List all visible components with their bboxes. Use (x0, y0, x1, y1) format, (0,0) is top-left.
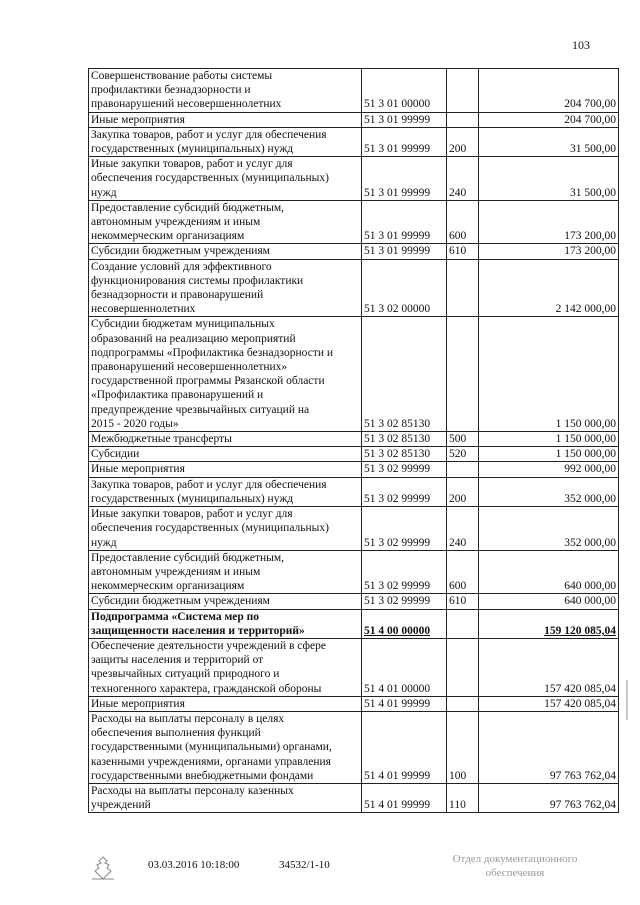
row-amount-cell: 352 000,00 (479, 477, 619, 506)
row-expense-type-cell: 110 (447, 783, 479, 812)
row-expense-type-cell: 200 (447, 477, 479, 506)
row-name-cell: Субсидии бюджетным учреждениям (89, 244, 362, 259)
footer-doc-number: 34532/1-10 (279, 859, 330, 871)
row-amount-cell: 1 150 000,00 (479, 317, 619, 432)
row-amount-cell: 31 500,00 (479, 127, 619, 156)
row-name-cell: Расходы на выплаты персоналу казенных учреждений (89, 783, 362, 812)
row-amount-cell: 204 700,00 (479, 69, 619, 113)
row-expense-type-cell: 600 (447, 200, 479, 244)
row-amount-cell: 157 420 085,04 (479, 696, 619, 711)
page-number: 103 (572, 38, 590, 52)
row-code-cell: 51 4 01 99999 (362, 696, 447, 711)
row-amount-cell: 2 142 000,00 (479, 259, 619, 317)
row-name-cell: Иные закупки товаров, работ и услуг для обеспечения государственных (муниципальных) нужд (89, 157, 362, 201)
row-expense-type-cell: 610 (447, 594, 479, 609)
row-expense-type-cell (447, 112, 479, 127)
row-code-cell: 51 3 01 99999 (362, 112, 447, 127)
row-name-cell: Межбюджетные трансферты (89, 432, 362, 447)
scan-margin-mark (626, 680, 628, 720)
table-row (89, 112, 619, 127)
row-expense-type-cell (447, 69, 479, 113)
row-name-cell: Предоставление субсидий бюджетным, автономным учреждениям и иным некоммерческим организациям (89, 200, 362, 244)
row-amount-cell: 31 500,00 (479, 157, 619, 201)
row-code-cell: 51 3 02 85130 (362, 432, 447, 447)
row-expense-type-cell: 200 (447, 127, 479, 156)
row-amount-cell: 992 000,00 (479, 462, 619, 477)
row-code-cell: 51 4 00 00000 (362, 609, 447, 638)
row-expense-type-cell: 500 (447, 432, 479, 447)
table-row (89, 432, 619, 447)
table-row (89, 69, 619, 113)
row-expense-type-cell (447, 462, 479, 477)
table-row (89, 477, 619, 506)
row-name-cell: Предоставление субсидий бюджетным, автономным учреждениям и иным некоммерческим организациям (89, 550, 362, 594)
row-amount-cell: 157 420 085,04 (479, 638, 619, 696)
row-name-cell: Обеспечение деятельности учреждений в сфере защиты населения и территорий от чрезвычайных ситуаций природного и техногенного характера, гражданской обороны (89, 638, 362, 696)
row-code-cell: 51 3 02 99999 (362, 594, 447, 609)
row-amount-cell: 1 150 000,00 (479, 447, 619, 462)
row-expense-type-cell: 240 (447, 507, 479, 551)
row-code-cell: 51 4 01 99999 (362, 783, 447, 812)
row-amount-cell: 204 700,00 (479, 112, 619, 127)
row-code-cell: 51 3 02 99999 (362, 550, 447, 594)
table-row (89, 550, 619, 594)
row-amount-cell: 352 000,00 (479, 507, 619, 551)
row-name-cell: Иные мероприятия (89, 112, 362, 127)
table-row (89, 127, 619, 156)
row-code-cell: 51 3 01 99999 (362, 127, 447, 156)
table-row (89, 200, 619, 244)
row-expense-type-cell: 610 (447, 244, 479, 259)
row-code-cell: 51 3 01 99999 (362, 244, 447, 259)
row-name-cell: Закупка товаров, работ и услуг для обеспечения государственных (муниципальных) нужд (89, 477, 362, 506)
budget-table (88, 68, 619, 813)
row-name-cell: Иные мероприятия (89, 462, 362, 477)
row-code-cell: 51 3 02 99999 (362, 462, 447, 477)
row-expense-type-cell (447, 609, 479, 638)
row-expense-type-cell (447, 259, 479, 317)
table-row (89, 594, 619, 609)
row-name-cell: Субсидии бюджетам муниципальных образований на реализацию мероприятий подпрограммы «Профилактика безнадзорности и правонарушений несовершеннолетних» государственной программы Рязанской области «Профилактика правонарушений и предупреждение чрезвычайных ситуаций на 2015 - 2020 годы» (89, 317, 362, 432)
row-code-cell: 51 3 02 85130 (362, 447, 447, 462)
table-body (89, 69, 619, 813)
row-name-cell: Иные мероприятия (89, 696, 362, 711)
row-amount-cell: 173 200,00 (479, 200, 619, 244)
table-row (89, 157, 619, 201)
footer-department-stamp: Отдел документационного обеспечения (452, 853, 578, 879)
row-expense-type-cell: 600 (447, 550, 479, 594)
row-name-cell: Субсидии бюджетным учреждениям (89, 594, 362, 609)
row-code-cell: 51 3 01 00000 (362, 69, 447, 113)
row-code-cell: 51 3 02 00000 (362, 259, 447, 317)
table-row (89, 507, 619, 551)
row-name-cell: Совершенствование работы системы профилактики безнадзорности и правонарушений несовершеннолетних (89, 69, 362, 113)
row-code-cell: 51 3 02 99999 (362, 477, 447, 506)
row-code-cell: 51 3 02 99999 (362, 507, 447, 551)
table-row (89, 638, 619, 696)
row-amount-cell: 97 763 762,04 (479, 783, 619, 812)
row-name-cell: Субсидии (89, 447, 362, 462)
row-code-cell: 51 4 01 00000 (362, 638, 447, 696)
table-row (89, 447, 619, 462)
row-name-cell: Создание условий для эффективного функционирования системы профилактики безнадзорности и правонарушений несовершеннолетних (89, 259, 362, 317)
row-amount-cell: 173 200,00 (479, 244, 619, 259)
row-name-cell: Закупка товаров, работ и услуг для обеспечения государственных (муниципальных) нужд (89, 127, 362, 156)
row-name-cell: Подпрограмма «Система мер по защищенности населения и территорий» (89, 609, 362, 638)
table-row (89, 711, 619, 783)
row-name-cell: Расходы на выплаты персоналу в целях обеспечения выполнения функций государственными (муниципальными) органами, казенными учреждениями, органами управления государственными внебюджетными фондами (89, 711, 362, 783)
row-expense-type-cell (447, 317, 479, 432)
table-row (89, 259, 619, 317)
footer-datetime: 03.03.2016 10:18:00 (148, 859, 240, 871)
emblem-stamp-icon (88, 855, 118, 881)
row-code-cell: 51 3 01 99999 (362, 157, 447, 201)
row-code-cell: 51 3 01 99999 (362, 200, 447, 244)
table-row (89, 244, 619, 259)
row-amount-cell: 640 000,00 (479, 550, 619, 594)
table-row (89, 609, 619, 638)
table-row (89, 317, 619, 432)
row-name-cell: Иные закупки товаров, работ и услуг для обеспечения государственных (муниципальных) нужд (89, 507, 362, 551)
row-expense-type-cell (447, 638, 479, 696)
row-code-cell: 51 3 02 85130 (362, 317, 447, 432)
row-expense-type-cell (447, 696, 479, 711)
table-row (89, 783, 619, 812)
row-amount-cell: 640 000,00 (479, 594, 619, 609)
table-row (89, 462, 619, 477)
row-expense-type-cell: 100 (447, 711, 479, 783)
row-amount-cell: 1 150 000,00 (479, 432, 619, 447)
table-row (89, 696, 619, 711)
row-amount-cell: 97 763 762,04 (479, 711, 619, 783)
row-expense-type-cell: 240 (447, 157, 479, 201)
row-code-cell: 51 4 01 99999 (362, 711, 447, 783)
row-expense-type-cell: 520 (447, 447, 479, 462)
row-amount-cell: 159 120 085,04 (479, 609, 619, 638)
